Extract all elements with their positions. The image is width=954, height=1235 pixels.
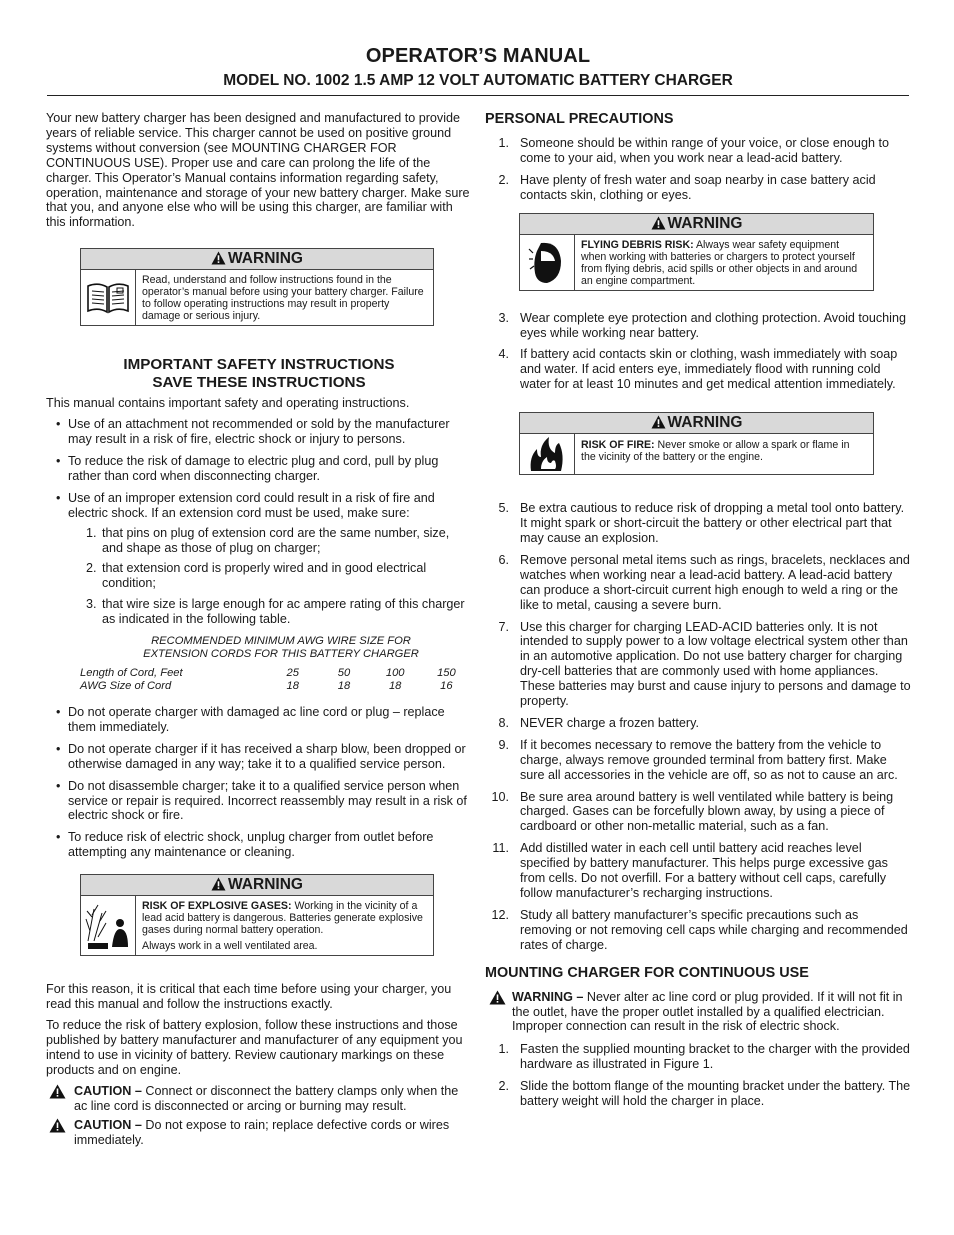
sub-item-text: that extension cord is properly wired and in good electrical condition; xyxy=(102,561,427,591)
table-cell: 18 xyxy=(337,680,351,693)
precautions-list-c xyxy=(485,501,911,952)
paragraph: For this reason, it is critical that each time before using your charger, you read this manual and follow the instructions exactly. xyxy=(46,982,452,1012)
table-row-label: AWG Size of Cord xyxy=(80,680,172,693)
personal-precautions-heading: PERSONAL PRECAUTIONS xyxy=(485,111,674,127)
table-row xyxy=(80,667,472,680)
page-subtitle: MODEL NO. 1002 1.5 AMP 12 VOLT AUTOMATIC BATTERY CHARGER xyxy=(223,72,733,89)
header-rule xyxy=(47,95,909,96)
list-item: • Do not operate charger if it has received a sharp blow, been dropped or otherwise damaged in any way; take it to a qualified service person. xyxy=(56,741,466,771)
precautions-list-a xyxy=(485,136,911,203)
extension-cord-sublist xyxy=(68,526,472,627)
list-item xyxy=(485,738,911,783)
list-item-text: Use of an improper extension cord could result in a risk of fire and electric shock. If an extension cord must be used, make sure: xyxy=(68,490,435,520)
item-text: Wear complete eye protection and clothing protection. Avoid touching eyes while working near battery. xyxy=(520,310,906,340)
list-item-text: Use of an attachment not recommended or sold by the manufacturer may result in a risk of fire, electric shock or injury to persons. xyxy=(68,417,450,447)
item-text: Study all battery manufacturer’s specific precautions such as removing or not removing cell caps while charging and recommended rates of charge. xyxy=(520,907,908,952)
caution-note xyxy=(46,1084,472,1114)
table-row-label: Length of Cord, Feet xyxy=(80,667,183,680)
list-item: • Use of an attachment not recommended or sold by the manufacturer may result in a risk of fire, electric shock or injury to persons. xyxy=(56,417,450,447)
warning-header xyxy=(520,214,873,235)
warning-box-fire xyxy=(519,412,874,475)
item-text: Remove personal metal items such as rings, bracelets, necklaces and watches when working near a lead-acid battery. A lead-acid battery can produce a short-circuit current high enough to weld a ring or the like to metal, causing a severe burn. xyxy=(520,552,910,612)
page-title: OPERATOR’S MANUAL xyxy=(365,45,591,67)
item-number: 2. xyxy=(498,172,509,187)
item-text: Use this charger for charging LEAD-ACID batteries only. It is not intended to supply power to a low voltage electrical system other than in an automotive application. Do not use battery charger for charging dry-cell batteries that are commonly used with home appliances. These batteries may burst and cause injury to persons and damage to property. xyxy=(520,619,911,709)
sub-item-number: 3. xyxy=(86,597,97,612)
safety-intro: This manual contains important safety and operating instructions. xyxy=(46,396,410,411)
warning-text xyxy=(136,896,433,955)
warning-box-explosive-gases xyxy=(80,874,434,956)
item-text: Someone should be within range of your voice, or close enough to come to your aid, when you work near a lead-acid battery. xyxy=(520,136,889,165)
warning-risk-label: RISK OF FIRE: xyxy=(581,439,655,452)
list-item: • To reduce the risk of damage to electric plug and cord, pull by plug rather than cord when disconnecting charger. xyxy=(56,453,439,483)
item-number: 1. xyxy=(498,1042,509,1057)
warning-triangle-icon xyxy=(489,990,506,1009)
mounting-steps xyxy=(485,1042,911,1109)
warning-header xyxy=(81,875,433,896)
list-item xyxy=(485,1079,911,1109)
item-number: 3. xyxy=(498,310,509,325)
warning-risk-text: Working in the vicinity of a lead acid battery is dangerous. Batteries generate explosive gases during normal battery operation. xyxy=(142,900,423,937)
warning-header xyxy=(520,413,873,434)
item-text: Be extra cautious to reduce risk of dropping a metal tool onto battery. It might spark or short-circuit the battery or other electrical part that may cause an explosion. xyxy=(520,501,905,545)
list-item: • Do not operate charger with damaged ac line cord or plug – replace them immediately. xyxy=(56,705,445,734)
caution-text: Connect or disconnect the battery clamps only when the ac line cord is disconnected or arcing or burning may result. xyxy=(74,1083,459,1113)
warning-extra-text: Always work in a well ventilated area. xyxy=(142,940,318,953)
item-text: If battery acid contacts skin or clothing, wash immediately with soap and water. If acid enters eye, immediately flood with running cold water for at least 10 minutes and get medical attention immediately. xyxy=(520,347,898,392)
table-caption-2: EXTENSION CORDS FOR THIS BATTERY CHARGER xyxy=(143,648,419,661)
item-number: 8. xyxy=(498,715,509,730)
warning-title: WARNING xyxy=(228,876,303,894)
item-text: If it becomes necessary to remove the battery from the vehicle to charge, always remove grounded terminal from battery first. Make sure all accessories in the vehicle are off, so as not to cause an arc. xyxy=(520,737,898,782)
item-number: 10. xyxy=(491,789,509,804)
safety-bullets-a xyxy=(46,417,472,627)
warning-header xyxy=(81,249,433,270)
list-item xyxy=(485,553,911,613)
warning-box-manual xyxy=(80,248,434,326)
list-item xyxy=(485,841,911,901)
table-caption-1: RECOMMENDED MINIMUM AWG WIRE SIZE FOR xyxy=(151,635,411,648)
warning-risk-text: Never smoke or allow a spark or flame in the vicinity of the battery or the engine. xyxy=(581,439,850,464)
caution-label: CAUTION – xyxy=(74,1118,142,1133)
warning-title: WARNING xyxy=(667,414,743,432)
caution-text: Do not expose to rain; replace defective cords or wires immediately. xyxy=(74,1118,450,1148)
item-number: 12. xyxy=(491,907,509,922)
item-number: 5. xyxy=(498,501,509,516)
item-number: 9. xyxy=(498,737,509,752)
caution-triangle-icon xyxy=(49,1084,66,1103)
warning-risk-label: FLYING DEBRIS RISK: xyxy=(581,238,694,251)
sub-item xyxy=(68,597,472,627)
item-text: Slide the bottom flange of the mounting bracket under the battery. The battery weight will hold the charger in place. xyxy=(520,1079,911,1109)
table-cell: 50 xyxy=(337,667,351,680)
caution-note xyxy=(46,1118,472,1148)
list-item xyxy=(485,620,911,709)
item-number: 7. xyxy=(498,619,509,634)
list-item xyxy=(485,136,911,166)
list-item xyxy=(485,716,911,731)
warning-text xyxy=(575,434,873,474)
safety-bullets-b xyxy=(46,705,472,860)
item-number: 1. xyxy=(498,136,509,150)
sub-item xyxy=(68,561,472,591)
warning-triangle-icon xyxy=(211,877,226,897)
warning-label: WARNING – xyxy=(512,989,584,1004)
list-item xyxy=(485,501,911,546)
list-item: • Do not disassemble charger; take it to a qualified service person when service or repair is required. Incorrect reassembly may result in a risk of electric shock or fire. xyxy=(56,778,467,823)
explosion-person-icon xyxy=(81,896,136,955)
safety-heading xyxy=(46,356,472,392)
warning-triangle-icon xyxy=(211,251,226,271)
warning-text: Read, understand and follow instructions found in the operator’s manual before using your battery charger. Failure to follow operating instructions may result in property damage or serious injury. xyxy=(142,274,424,323)
item-text: Have plenty of fresh water and soap nearby in case battery acid contacts skin, clothing or eyes. xyxy=(520,172,876,202)
intro-paragraph: Your new battery charger has been designed and manufactured to provide years of reliable service. This charger cannot be used on positive ground systems without conversion (see MOUNTING CHARGER FOR CONTINUOUS USE). Proper use and care can prolong the life of the charger. This Operator’s Manual contains information regarding safety, operation, maintenance and storage of your new battery charger. Make sure that you, and anyone else who will be using this charger, are familiar with this information. xyxy=(46,111,470,230)
list-item xyxy=(485,173,911,203)
manual-book-icon xyxy=(81,270,136,325)
warning-text: Never alter ac line cord or plug provided. If it will not fit in the outlet, have the proper outlet installed by a qualified electrician. Improper connection can result in the risk of electric shock. xyxy=(512,989,903,1034)
warning-risk-text: Always wear safety equipment when working with batteries or chargers to protect yourself from flying debris, acid spills or other objects in and around an engine compartment. xyxy=(581,238,858,287)
warning-triangle-icon xyxy=(651,415,666,435)
face-shield-icon xyxy=(520,235,575,290)
list-item xyxy=(485,347,911,392)
table-cell: 25 xyxy=(286,667,299,680)
item-number: 2. xyxy=(498,1079,509,1094)
item-text: NEVER charge a frozen battery. xyxy=(520,715,699,730)
caution-label: CAUTION – xyxy=(74,1083,142,1098)
table-cell: 150 xyxy=(437,667,456,680)
sub-item xyxy=(68,526,472,556)
warning-title: WARNING xyxy=(667,214,743,232)
document-header xyxy=(47,44,909,90)
safety-heading-line-1: IMPORTANT SAFETY INSTRUCTIONS xyxy=(123,356,395,374)
item-number: 11. xyxy=(492,841,509,856)
list-item-text: Do not operate charger with damaged ac line cord or plug – replace them immediately. xyxy=(68,705,445,734)
table-cell: 18 xyxy=(388,680,402,693)
list-item: • To reduce risk of electric shock, unplug charger from outlet before attempting any maintenance or cleaning. xyxy=(56,830,434,860)
item-number: 6. xyxy=(498,552,509,567)
list-item-text: To reduce risk of electric shock, unplug charger from outlet before attempting any maintenance or cleaning. xyxy=(68,830,434,860)
warning-risk-label: RISK OF EXPLOSIVE GASES: xyxy=(142,900,292,913)
paragraph: To reduce the risk of battery explosion, follow these instructions and those published by battery manufacturer and manufacturer of any equipment you intend to use in vicinity of battery. Review cautionary markings on these products and on engine. xyxy=(46,1018,463,1077)
list-item xyxy=(485,311,911,341)
list-item-text: To reduce the risk of damage to electric plug and cord, pull by plug rather than cord when disconnecting charger. xyxy=(68,453,439,483)
table-row xyxy=(80,680,472,693)
item-text: Be sure area around battery is well ventilated while battery is being charged. Gases can be forcefully blown away, by using a piece of cardboard or other non-metallic material, such as a fan. xyxy=(520,789,894,834)
flame-icon xyxy=(520,434,575,474)
safety-heading-line-2: SAVE THESE INSTRUCTIONS xyxy=(152,374,366,392)
warning-text xyxy=(575,235,873,290)
caution-triangle-icon xyxy=(49,1118,66,1137)
item-text: Fasten the supplied mounting bracket to the charger with the provided hardware as illustrated in Figure 1. xyxy=(520,1042,910,1072)
table-cell: 18 xyxy=(286,680,299,693)
sub-item-number: 1. xyxy=(86,525,97,540)
right-column xyxy=(485,111,911,1116)
list-item-text: Do not operate charger if it has received a sharp blow, been dropped or otherwise damaged in any way; take it to a qualified service person. xyxy=(68,741,466,771)
sub-item-text: that pins on plug of extension cord are the same number, size, and shape as those of plug on charger; xyxy=(102,525,450,555)
table-cell: 16 xyxy=(440,680,453,693)
wire-size-table xyxy=(80,635,472,693)
list-item xyxy=(485,1042,911,1072)
warning-triangle-icon xyxy=(651,216,666,236)
item-number: 4. xyxy=(498,347,509,362)
warning-title: WARNING xyxy=(228,250,303,268)
left-column xyxy=(46,111,472,1153)
mounting-heading: MOUNTING CHARGER FOR CONTINUOUS USE xyxy=(485,964,809,981)
list-item-text: Do not disassemble charger; take it to a qualified service person when service or repair is required. Incorrect reassembly may result in a risk of electric shock or fire. xyxy=(68,778,467,823)
precautions-list-b xyxy=(485,311,911,393)
list-item xyxy=(485,790,911,835)
item-text: Add distilled water in each cell until battery acid reaches level specified by battery manufacturer. This helps purge excessive gas from cells. Do not overfill. For a battery without cell caps, carefully follow manufacturer’s recharging instructions. xyxy=(520,841,888,900)
list-item xyxy=(485,908,911,953)
table-cell: 100 xyxy=(385,667,405,680)
warning-box-flying-debris xyxy=(519,213,874,291)
mounting-warning xyxy=(485,990,911,1035)
sub-item-text: that wire size is large enough for ac ampere rating of this charger as indicated in the following table. xyxy=(102,597,465,627)
list-item: • Use of an improper extension cord could result in a risk of fire and electric shock. If an extension cord must be used, make sure: 1. that pins on plug of extension cord are the same number, size, and shape as those of plug on charger; 2. that extension cord is properly wired and in good electrical condition; 3. that wire size is large enough for ac ampere rating of this charger as indicated in the following table. xyxy=(46,491,472,627)
sub-item-number: 2. xyxy=(86,561,97,576)
